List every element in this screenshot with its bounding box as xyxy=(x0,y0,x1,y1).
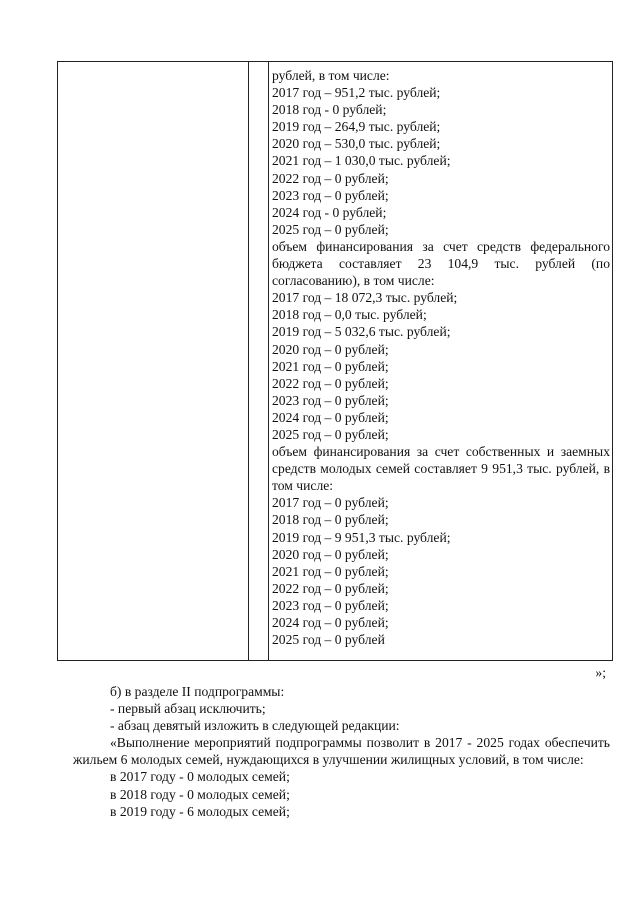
cell-line: 2025 год – 0 рублей xyxy=(272,632,385,648)
cell-line: 2025 год – 0 рублей; xyxy=(272,426,389,442)
own-funds-paragraph: объем финансирования за счет собственных и заемных средств молодых семей составляет 9 951,3 тыс. рублей, в том числе: xyxy=(272,444,610,494)
federal-budget-paragraph: объем финансирования за счет средств федерального бюджета составляет 23 104,9 тыс. рублей (по согласованию), в том числе: xyxy=(272,238,610,289)
year-item: в 2019 году - 6 молодых семей; xyxy=(110,803,290,819)
cell-line: 2017 год – 18 072,3 тыс. рублей; xyxy=(272,290,458,306)
closing-quote-mark: »; xyxy=(595,665,606,680)
financing-table xyxy=(57,61,613,661)
cell-line: 2018 год – 0 рублей; xyxy=(272,512,389,528)
year-item: в 2017 году - 0 молодых семей; xyxy=(110,769,290,785)
cell-line: 2021 год – 1 030,0 тыс. рублей; xyxy=(272,153,451,169)
cell-line: 2020 год – 0 рублей; xyxy=(272,546,389,562)
cell-line: 2019 год – 264,9 тыс. рублей; xyxy=(272,119,441,135)
table-column-divider-2 xyxy=(268,62,269,660)
dash-item-2: - абзац девятый изложить в следующей редакции: xyxy=(110,718,400,734)
cell-line: 2021 год – 0 рублей; xyxy=(272,563,389,579)
cell-line: 2019 год – 5 032,6 тыс. рублей; xyxy=(272,324,451,340)
cell-line: рублей, в том числе: xyxy=(272,68,390,83)
year-item: в 2018 году - 0 молодых семей; xyxy=(110,786,290,802)
table-column-divider-1 xyxy=(248,62,249,660)
quoted-paragraph: «Выполнение мероприятий подпрограммы позволит в 2017 - 2025 годах обеспечить жильем 6 молодых семей, нуждающихся в улучшении жилищных условий, в том числе: xyxy=(73,735,610,768)
cell-line: 2021 год – 0 рублей; xyxy=(272,358,389,374)
cell-line: 2020 год – 0 рублей; xyxy=(272,341,389,357)
cell-line: 2020 год – 530,0 тыс. рублей; xyxy=(272,136,441,152)
cell-line: 2024 год – 0 рублей; xyxy=(272,409,389,425)
dash-item-1: - первый абзац исключить; xyxy=(110,701,266,717)
cell-line: 2019 год – 9 951,3 тыс. рублей; xyxy=(272,529,451,545)
cell-line: 2018 год – 0,0 тыс. рублей; xyxy=(272,307,427,323)
cell-line: 2022 год – 0 рублей; xyxy=(272,580,389,596)
cell-line: 2022 год – 0 рублей; xyxy=(272,170,389,186)
cell-line: 2017 год – 0 рублей; xyxy=(272,495,389,511)
item-b-heading: б) в разделе II подпрограммы: xyxy=(110,684,285,699)
cell-line: 2023 год – 0 рублей; xyxy=(272,392,389,408)
cell-line: 2023 год – 0 рублей; xyxy=(272,187,389,203)
cell-line: 2022 год – 0 рублей; xyxy=(272,375,389,391)
cell-line: 2024 год – 0 рублей; xyxy=(272,615,389,630)
cell-line: 2018 год - 0 рублей; xyxy=(272,102,387,118)
cell-line: 2024 год - 0 рублей; xyxy=(272,204,387,220)
cell-line: 2025 год – 0 рублей; xyxy=(272,221,389,237)
financing-cell xyxy=(272,67,610,648)
cell-line: 2023 год – 0 рублей; xyxy=(272,597,389,613)
amendment-text xyxy=(73,683,610,820)
cell-line: 2017 год – 951,2 тыс. рублей; xyxy=(272,85,441,101)
